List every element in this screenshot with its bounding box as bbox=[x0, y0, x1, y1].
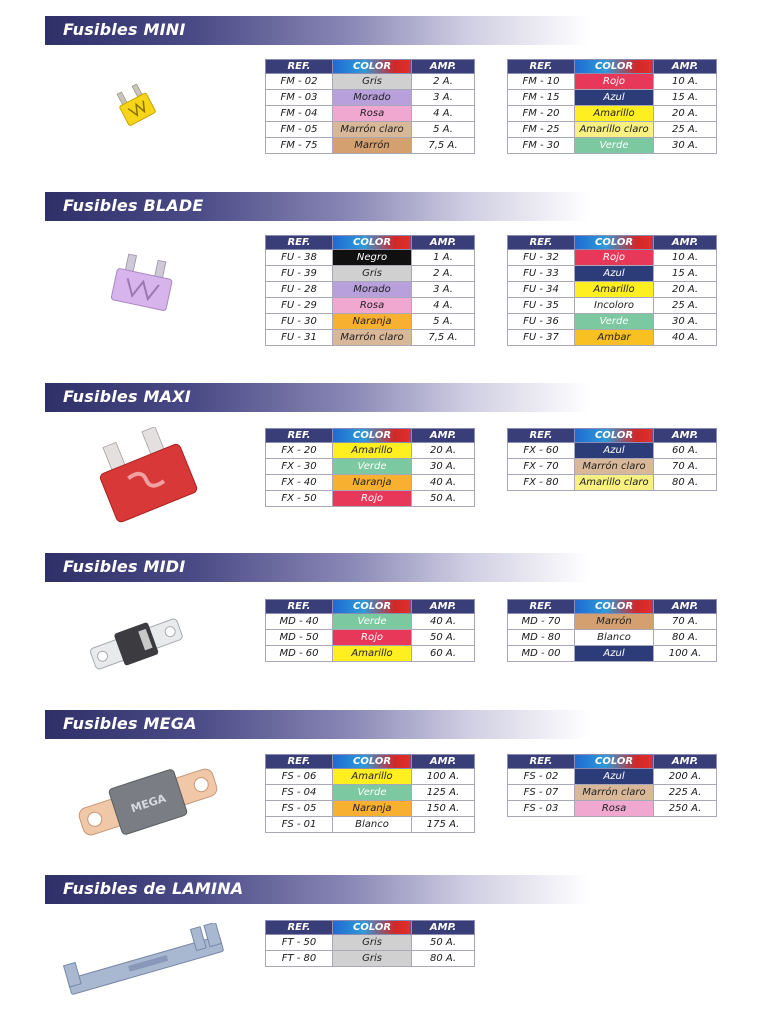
amp-cell: 80 A. bbox=[654, 475, 717, 491]
table-row bbox=[266, 250, 475, 266]
header-amp: AMP. bbox=[654, 600, 717, 614]
header-ref: REF. bbox=[266, 921, 333, 935]
ref-cell: MD - 40 bbox=[266, 614, 333, 630]
color-cell: Amarillo bbox=[332, 646, 411, 662]
color-cell: Azul bbox=[574, 646, 653, 662]
header-color: COLOR bbox=[332, 755, 411, 769]
color-cell: Ambar bbox=[574, 330, 653, 346]
ref-cell: FM - 15 bbox=[508, 90, 575, 106]
section-mega bbox=[0, 710, 768, 860]
table-row bbox=[508, 282, 717, 298]
ref-cell: FS - 06 bbox=[266, 769, 333, 785]
ref-cell: FS - 07 bbox=[508, 785, 575, 801]
ref-cell: FM - 75 bbox=[266, 138, 333, 154]
table-row bbox=[266, 935, 475, 951]
amp-cell: 4 A. bbox=[412, 298, 475, 314]
ref-cell: FM - 10 bbox=[508, 74, 575, 90]
header-ref: REF. bbox=[508, 429, 575, 443]
table-header-row bbox=[266, 236, 475, 250]
section-banner bbox=[45, 553, 725, 582]
amp-cell: 50 A. bbox=[412, 935, 475, 951]
table-header-row bbox=[508, 755, 717, 769]
header-color: COLOR bbox=[574, 755, 653, 769]
header-color: COLOR bbox=[332, 236, 411, 250]
color-cell: Amarillo claro bbox=[574, 475, 653, 491]
ref-cell: FM - 04 bbox=[266, 106, 333, 122]
header-amp: AMP. bbox=[412, 236, 475, 250]
section-title: Fusibles MIDI bbox=[63, 557, 186, 576]
section-midi bbox=[0, 553, 768, 693]
amp-cell: 40 A. bbox=[654, 330, 717, 346]
header-ref: REF. bbox=[508, 600, 575, 614]
ref-cell: FU - 36 bbox=[508, 314, 575, 330]
fuse-table bbox=[265, 754, 475, 833]
section-title: Fusibles MEGA bbox=[63, 714, 197, 733]
section-banner bbox=[45, 710, 725, 739]
header-color: COLOR bbox=[574, 600, 653, 614]
ref-cell: FM - 30 bbox=[508, 138, 575, 154]
table-row bbox=[508, 630, 717, 646]
ref-cell: FX - 20 bbox=[266, 443, 333, 459]
amp-cell: 3 A. bbox=[412, 90, 475, 106]
amp-cell: 15 A. bbox=[654, 90, 717, 106]
amp-cell: 70 A. bbox=[654, 459, 717, 475]
section-title: Fusibles BLADE bbox=[63, 196, 204, 215]
table-header-row bbox=[508, 429, 717, 443]
section-banner bbox=[45, 875, 725, 904]
table-row bbox=[266, 630, 475, 646]
table-row bbox=[266, 614, 475, 630]
color-cell: Verde bbox=[332, 785, 411, 801]
ref-cell: FU - 34 bbox=[508, 282, 575, 298]
color-cell: Rojo bbox=[332, 491, 411, 507]
color-cell: Gris bbox=[332, 935, 411, 951]
lamina-fuse-icon bbox=[58, 923, 234, 1003]
header-ref: REF. bbox=[266, 236, 333, 250]
header-amp: AMP. bbox=[654, 429, 717, 443]
fuse-table bbox=[265, 920, 475, 967]
color-cell: Amarillo claro bbox=[574, 122, 653, 138]
color-cell: Marrón claro bbox=[574, 459, 653, 475]
fuse-table bbox=[507, 754, 717, 817]
fuse-table bbox=[265, 599, 475, 662]
color-cell: Blanco bbox=[574, 630, 653, 646]
ref-cell: FT - 50 bbox=[266, 935, 333, 951]
color-cell: Rosa bbox=[332, 298, 411, 314]
section-banner bbox=[45, 192, 725, 221]
ref-cell: FS - 05 bbox=[266, 801, 333, 817]
header-color: COLOR bbox=[332, 60, 411, 74]
header-amp: AMP. bbox=[412, 60, 475, 74]
amp-cell: 4 A. bbox=[412, 106, 475, 122]
header-amp: AMP. bbox=[412, 600, 475, 614]
table-row bbox=[508, 785, 717, 801]
header-color: COLOR bbox=[332, 429, 411, 443]
color-cell: Naranja bbox=[332, 801, 411, 817]
header-ref: REF. bbox=[266, 755, 333, 769]
color-cell: Gris bbox=[332, 266, 411, 282]
ref-cell: MD - 60 bbox=[266, 646, 333, 662]
table-header-row bbox=[266, 921, 475, 935]
amp-cell: 80 A. bbox=[654, 630, 717, 646]
color-cell: Marrón bbox=[574, 614, 653, 630]
table-row bbox=[508, 801, 717, 817]
table-row bbox=[266, 785, 475, 801]
table-row bbox=[266, 769, 475, 785]
color-cell: Morado bbox=[332, 282, 411, 298]
header-color: COLOR bbox=[332, 921, 411, 935]
amp-cell: 25 A. bbox=[654, 298, 717, 314]
amp-cell: 5 A. bbox=[412, 314, 475, 330]
ref-cell: FS - 04 bbox=[266, 785, 333, 801]
ref-cell: FS - 02 bbox=[508, 769, 575, 785]
header-color: COLOR bbox=[332, 600, 411, 614]
section-maxi bbox=[0, 383, 768, 533]
color-cell: Gris bbox=[332, 74, 411, 90]
midi-fuse-icon bbox=[84, 607, 188, 679]
table-header-row bbox=[508, 60, 717, 74]
color-cell: Azul bbox=[574, 90, 653, 106]
color-cell: Blanco bbox=[332, 817, 411, 833]
table-row bbox=[508, 298, 717, 314]
color-cell: Amarillo bbox=[332, 769, 411, 785]
ref-cell: MD - 00 bbox=[508, 646, 575, 662]
amp-cell: 80 A. bbox=[412, 951, 475, 967]
header-color: COLOR bbox=[574, 429, 653, 443]
header-amp: AMP. bbox=[412, 429, 475, 443]
color-cell: Marrón bbox=[332, 138, 411, 154]
mega-fuse-icon bbox=[74, 754, 222, 850]
fuse-table bbox=[265, 428, 475, 507]
table-row bbox=[266, 298, 475, 314]
amp-cell: 2 A. bbox=[412, 266, 475, 282]
table-row bbox=[508, 90, 717, 106]
table-row bbox=[508, 330, 717, 346]
table-header-row bbox=[508, 600, 717, 614]
color-cell: Verde bbox=[574, 138, 653, 154]
section-title: Fusibles MINI bbox=[63, 20, 186, 39]
header-amp: AMP. bbox=[654, 60, 717, 74]
table-row bbox=[266, 475, 475, 491]
amp-cell: 250 A. bbox=[654, 801, 717, 817]
amp-cell: 150 A. bbox=[412, 801, 475, 817]
color-cell: Marrón claro bbox=[332, 122, 411, 138]
ref-cell: FU - 29 bbox=[266, 298, 333, 314]
header-amp: AMP. bbox=[412, 921, 475, 935]
header-color: COLOR bbox=[574, 236, 653, 250]
table-row bbox=[266, 491, 475, 507]
table-row bbox=[508, 443, 717, 459]
ref-cell: MD - 70 bbox=[508, 614, 575, 630]
amp-cell: 1 A. bbox=[412, 250, 475, 266]
amp-cell: 10 A. bbox=[654, 250, 717, 266]
amp-cell: 50 A. bbox=[412, 630, 475, 646]
color-cell: Verde bbox=[332, 459, 411, 475]
section-mini bbox=[0, 16, 768, 176]
header-amp: AMP. bbox=[654, 755, 717, 769]
color-cell: Amarillo bbox=[574, 106, 653, 122]
table-row bbox=[266, 74, 475, 90]
header-ref: REF. bbox=[508, 60, 575, 74]
section-lamina bbox=[0, 875, 768, 1015]
color-cell: Azul bbox=[574, 769, 653, 785]
ref-cell: FU - 32 bbox=[508, 250, 575, 266]
amp-cell: 225 A. bbox=[654, 785, 717, 801]
table-row bbox=[508, 769, 717, 785]
ref-cell: FX - 80 bbox=[508, 475, 575, 491]
table-row bbox=[266, 266, 475, 282]
amp-cell: 100 A. bbox=[412, 769, 475, 785]
amp-cell: 3 A. bbox=[412, 282, 475, 298]
amp-cell: 70 A. bbox=[654, 614, 717, 630]
color-cell: Azul bbox=[574, 266, 653, 282]
fuse-table bbox=[507, 599, 717, 662]
ref-cell: FS - 01 bbox=[266, 817, 333, 833]
table-row bbox=[266, 330, 475, 346]
amp-cell: 40 A. bbox=[412, 614, 475, 630]
table-row bbox=[508, 614, 717, 630]
fuse-table bbox=[265, 235, 475, 346]
fuse-table bbox=[507, 235, 717, 346]
amp-cell: 40 A. bbox=[412, 475, 475, 491]
color-cell: Naranja bbox=[332, 475, 411, 491]
maxi-fuse-icon bbox=[90, 427, 206, 531]
ref-cell: FU - 30 bbox=[266, 314, 333, 330]
table-row bbox=[508, 106, 717, 122]
header-amp: AMP. bbox=[654, 236, 717, 250]
blade-fuse-icon bbox=[104, 252, 184, 324]
color-cell: Marrón claro bbox=[332, 330, 411, 346]
table-row bbox=[266, 314, 475, 330]
table-row bbox=[508, 459, 717, 475]
header-amp: AMP. bbox=[412, 755, 475, 769]
table-row bbox=[508, 646, 717, 662]
ref-cell: FS - 03 bbox=[508, 801, 575, 817]
ref-cell: FU - 38 bbox=[266, 250, 333, 266]
table-row bbox=[266, 90, 475, 106]
color-cell: Verde bbox=[332, 614, 411, 630]
header-color: COLOR bbox=[574, 60, 653, 74]
header-ref: REF. bbox=[266, 60, 333, 74]
amp-cell: 25 A. bbox=[654, 122, 717, 138]
ref-cell: FM - 02 bbox=[266, 74, 333, 90]
table-header-row bbox=[266, 755, 475, 769]
table-row bbox=[266, 106, 475, 122]
ref-cell: MD - 50 bbox=[266, 630, 333, 646]
ref-cell: FX - 30 bbox=[266, 459, 333, 475]
ref-cell: FM - 25 bbox=[508, 122, 575, 138]
mini-fuse-icon bbox=[112, 84, 164, 132]
fuse-table bbox=[265, 59, 475, 154]
table-row bbox=[266, 459, 475, 475]
amp-cell: 20 A. bbox=[654, 282, 717, 298]
amp-cell: 100 A. bbox=[654, 646, 717, 662]
amp-cell: 175 A. bbox=[412, 817, 475, 833]
table-row bbox=[266, 138, 475, 154]
color-cell: Verde bbox=[574, 314, 653, 330]
color-cell: Naranja bbox=[332, 314, 411, 330]
ref-cell: FU - 33 bbox=[508, 266, 575, 282]
ref-cell: FX - 50 bbox=[266, 491, 333, 507]
ref-cell: FM - 05 bbox=[266, 122, 333, 138]
ref-cell: FX - 70 bbox=[508, 459, 575, 475]
color-cell: Marrón claro bbox=[574, 785, 653, 801]
table-row bbox=[508, 475, 717, 491]
section-blade bbox=[0, 192, 768, 362]
color-cell: Rosa bbox=[332, 106, 411, 122]
ref-cell: FX - 60 bbox=[508, 443, 575, 459]
amp-cell: 30 A. bbox=[412, 459, 475, 475]
ref-cell: FX - 40 bbox=[266, 475, 333, 491]
amp-cell: 60 A. bbox=[654, 443, 717, 459]
section-banner bbox=[45, 383, 725, 412]
amp-cell: 5 A. bbox=[412, 122, 475, 138]
table-row bbox=[266, 122, 475, 138]
color-cell: Rojo bbox=[574, 74, 653, 90]
color-cell: Gris bbox=[332, 951, 411, 967]
amp-cell: 2 A. bbox=[412, 74, 475, 90]
table-row bbox=[266, 443, 475, 459]
color-cell: Morado bbox=[332, 90, 411, 106]
amp-cell: 15 A. bbox=[654, 266, 717, 282]
table-row bbox=[266, 646, 475, 662]
color-cell: Rojo bbox=[332, 630, 411, 646]
ref-cell: FU - 31 bbox=[266, 330, 333, 346]
ref-cell: MD - 80 bbox=[508, 630, 575, 646]
amp-cell: 20 A. bbox=[412, 443, 475, 459]
section-banner bbox=[45, 16, 725, 45]
section-title: Fusibles de LAMINA bbox=[63, 879, 244, 898]
amp-cell: 7,5 A. bbox=[412, 330, 475, 346]
amp-cell: 30 A. bbox=[654, 138, 717, 154]
ref-cell: FM - 20 bbox=[508, 106, 575, 122]
color-cell: Incoloro bbox=[574, 298, 653, 314]
table-row bbox=[266, 951, 475, 967]
amp-cell: 30 A. bbox=[654, 314, 717, 330]
fuse-table bbox=[507, 428, 717, 491]
table-row bbox=[508, 250, 717, 266]
section-title: Fusibles MAXI bbox=[63, 387, 191, 406]
table-row bbox=[266, 801, 475, 817]
color-cell: Amarillo bbox=[332, 443, 411, 459]
amp-cell: 50 A. bbox=[412, 491, 475, 507]
header-ref: REF. bbox=[508, 236, 575, 250]
table-row bbox=[266, 282, 475, 298]
table-row bbox=[508, 314, 717, 330]
amp-cell: 7,5 A. bbox=[412, 138, 475, 154]
header-ref: REF. bbox=[266, 429, 333, 443]
amp-cell: 200 A. bbox=[654, 769, 717, 785]
color-cell: Azul bbox=[574, 443, 653, 459]
color-cell: Rojo bbox=[574, 250, 653, 266]
table-row bbox=[508, 138, 717, 154]
fuse-table bbox=[507, 59, 717, 154]
ref-cell: FU - 28 bbox=[266, 282, 333, 298]
mega-fuse-label: MEGA bbox=[129, 791, 168, 816]
color-cell: Rosa bbox=[574, 801, 653, 817]
amp-cell: 60 A. bbox=[412, 646, 475, 662]
amp-cell: 10 A. bbox=[654, 74, 717, 90]
ref-cell: FU - 35 bbox=[508, 298, 575, 314]
ref-cell: FM - 03 bbox=[266, 90, 333, 106]
table-row bbox=[508, 266, 717, 282]
ref-cell: FT - 80 bbox=[266, 951, 333, 967]
ref-cell: FU - 39 bbox=[266, 266, 333, 282]
color-cell: Amarillo bbox=[574, 282, 653, 298]
table-header-row bbox=[266, 60, 475, 74]
table-header-row bbox=[266, 600, 475, 614]
table-row bbox=[508, 74, 717, 90]
table-header-row bbox=[266, 429, 475, 443]
table-header-row bbox=[508, 236, 717, 250]
header-ref: REF. bbox=[266, 600, 333, 614]
ref-cell: FU - 37 bbox=[508, 330, 575, 346]
table-row bbox=[266, 817, 475, 833]
amp-cell: 20 A. bbox=[654, 106, 717, 122]
amp-cell: 125 A. bbox=[412, 785, 475, 801]
color-cell: Negro bbox=[332, 250, 411, 266]
table-row bbox=[508, 122, 717, 138]
header-ref: REF. bbox=[508, 755, 575, 769]
